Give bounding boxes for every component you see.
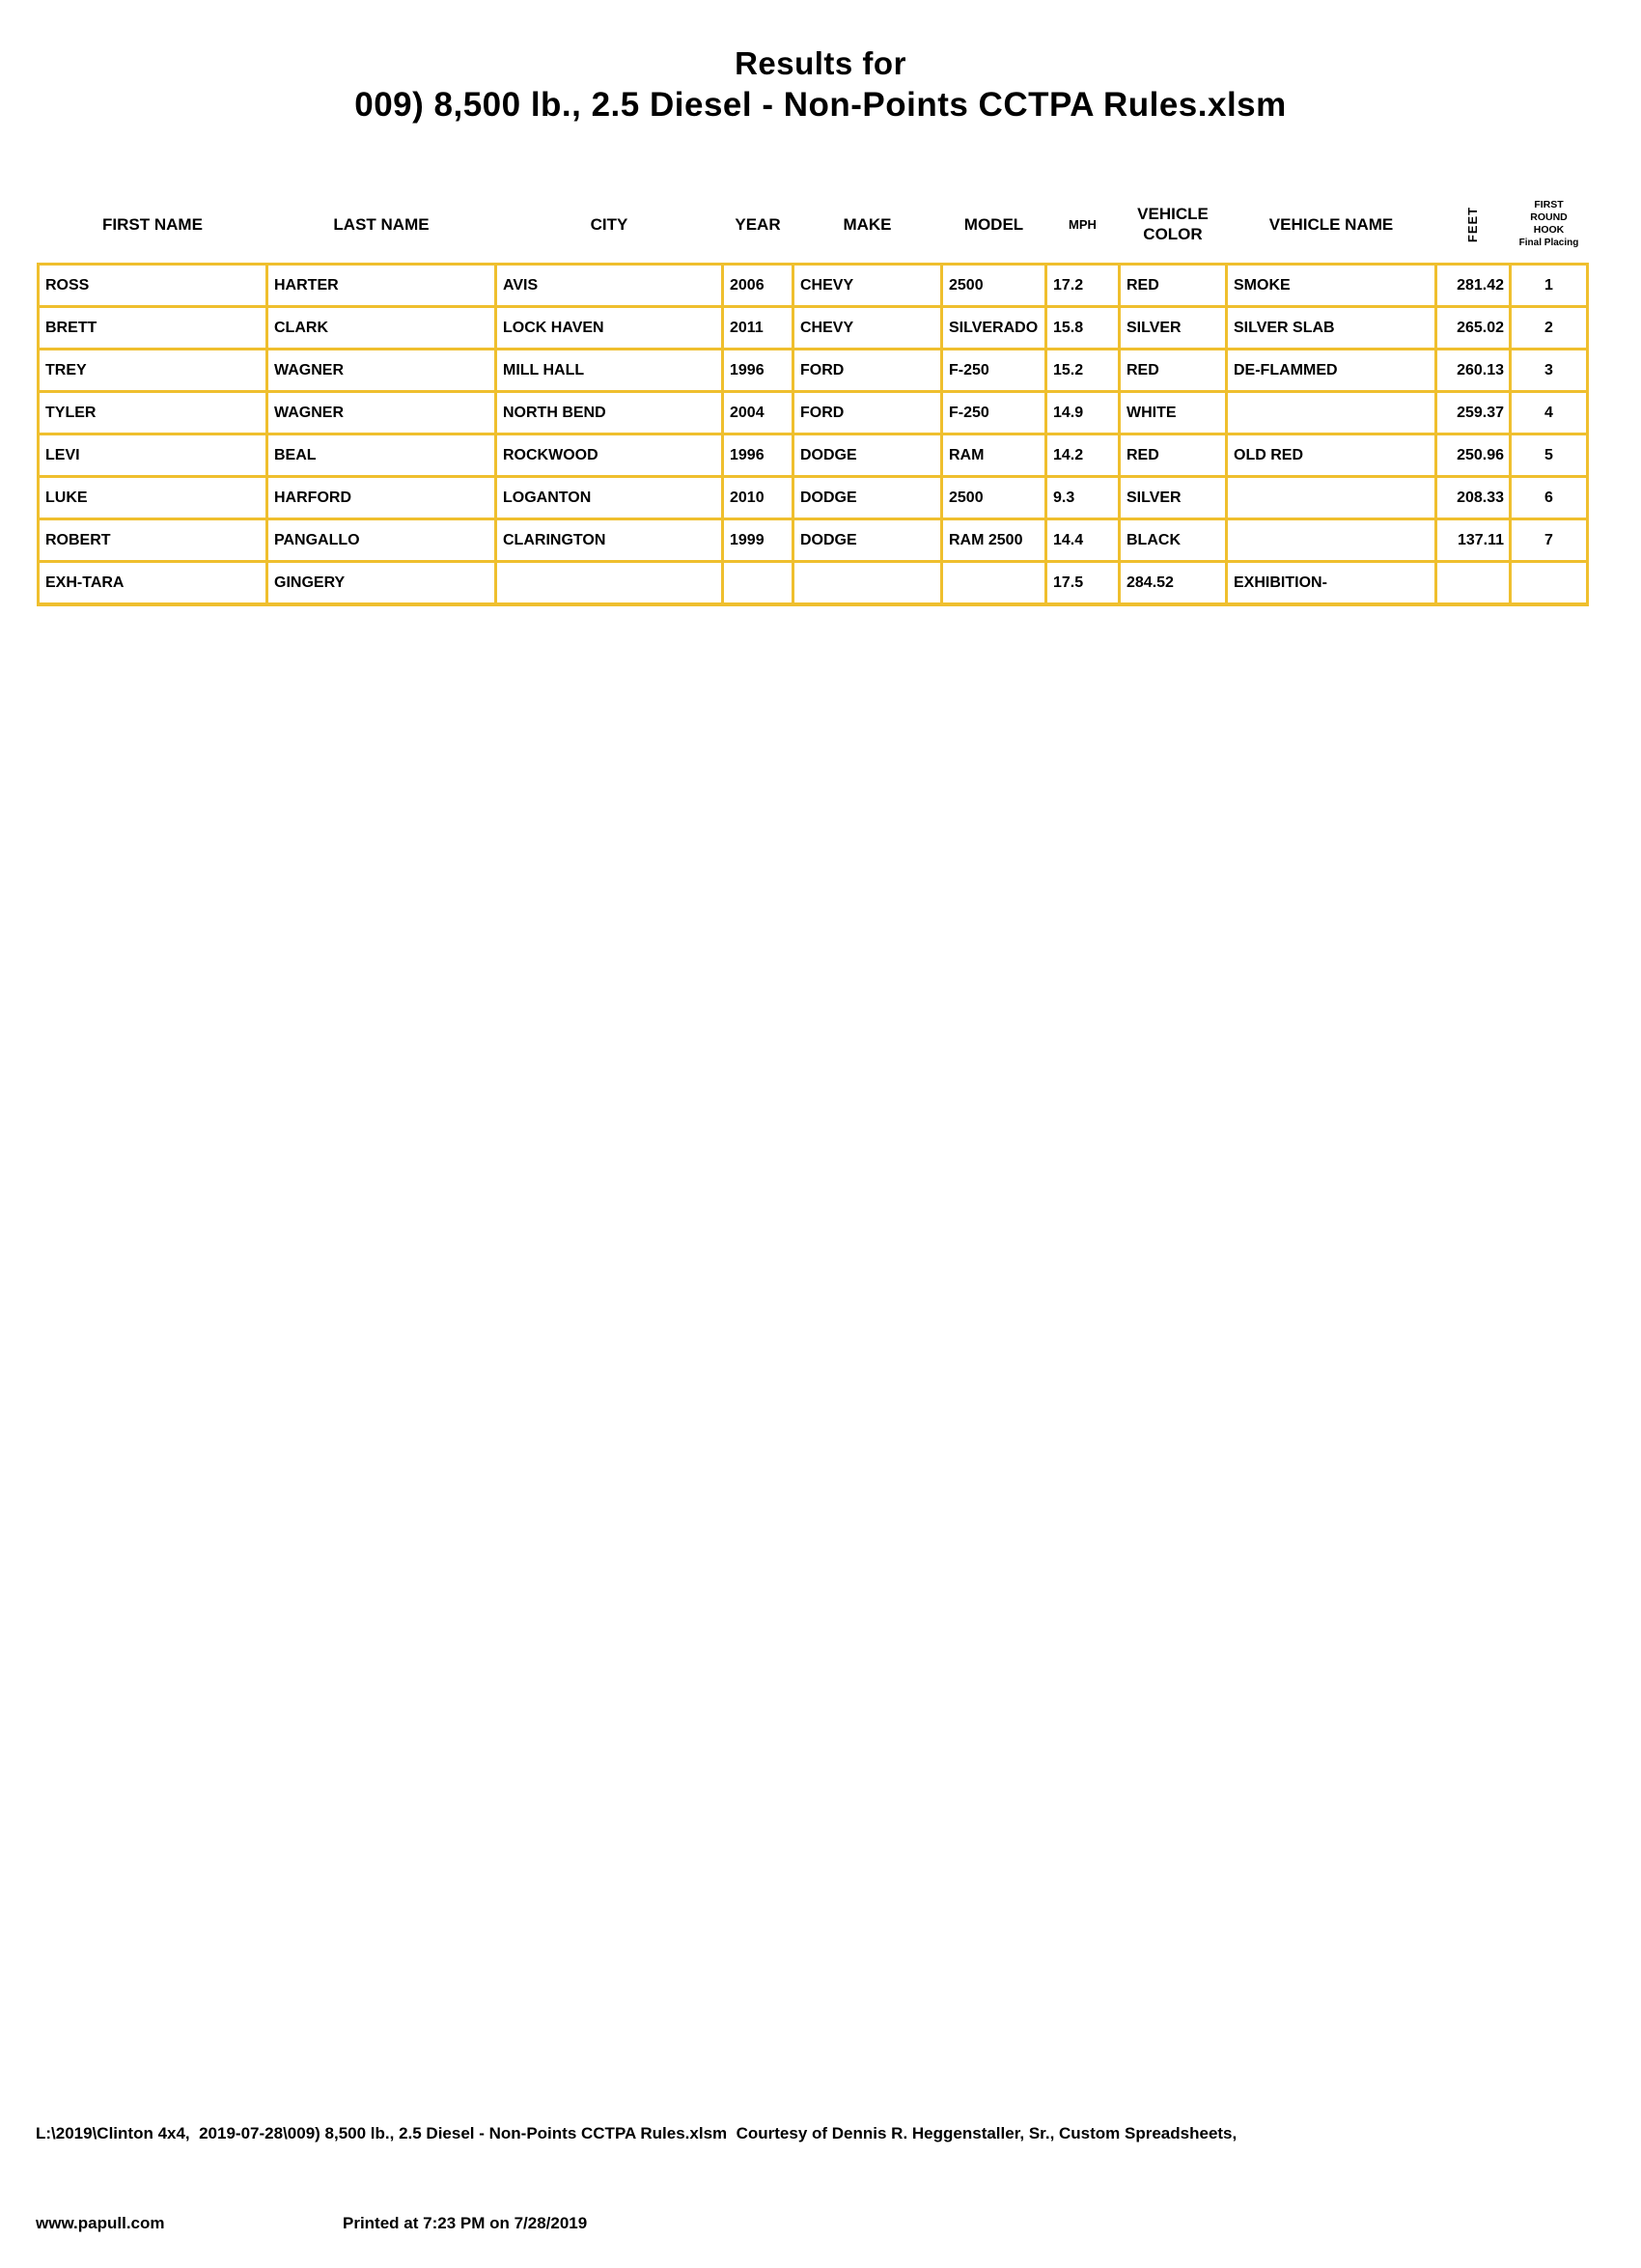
cell-mph: 14.4 [1046,519,1120,562]
cell-year: 1996 [723,350,793,392]
cell-vehicle_color: BLACK [1120,519,1227,562]
cell-city: ROCKWOOD [496,434,723,477]
cell-vehicle_color: SILVER [1120,307,1227,350]
cell-last_name: HARFORD [267,477,496,519]
cell-vehicle_color: WHITE [1120,392,1227,434]
cell-model: RAM 2500 [942,519,1046,562]
cell-vehicle_name [1227,392,1436,434]
cell-year: 2010 [723,477,793,519]
cell-vehicle_name: SMOKE [1227,265,1436,307]
cell-vehicle_name [1227,477,1436,519]
cell-last_name: WAGNER [267,350,496,392]
cell-vehicle_color: RED [1120,265,1227,307]
cell-mph: 9.3 [1046,477,1120,519]
header-vehicle-color: VEHICLE COLOR [1137,205,1209,243]
cell-first_name: ROSS [39,265,267,307]
cell-model [942,562,1046,605]
cell-city: LOGANTON [496,477,723,519]
cell-city: CLARINGTON [496,519,723,562]
cell-last_name: GINGERY [267,562,496,605]
title-block [0,44,1641,127]
cell-city: MILL HALL [496,350,723,392]
results-table [37,185,1589,606]
cell-placing: 7 [1511,519,1588,562]
cell-mph: 17.5 [1046,562,1120,605]
cell-year: 1996 [723,434,793,477]
cell-first_name: TREY [39,350,267,392]
cell-placing: 2 [1511,307,1588,350]
cell-feet: 259.37 [1436,392,1511,434]
cell-mph: 15.8 [1046,307,1120,350]
cell-model: F-250 [942,350,1046,392]
cell-mph: 14.9 [1046,392,1120,434]
table-row [39,434,1588,477]
cell-make: DODGE [793,434,942,477]
cell-city: AVIS [496,265,723,307]
cell-make: FORD [793,392,942,434]
footer-second-line [36,2208,1237,2238]
cell-model: 2500 [942,477,1046,519]
cell-make: DODGE [793,477,942,519]
cell-vehicle_name: SILVER SLAB [1227,307,1436,350]
cell-last_name: WAGNER [267,392,496,434]
cell-placing [1511,562,1588,605]
cell-model: SILVERADO [942,307,1046,350]
cell-last_name: HARTER [267,265,496,307]
cell-mph: 17.2 [1046,265,1120,307]
table-row [39,519,1588,562]
cell-vehicle_name: DE-FLAMMED [1227,350,1436,392]
cell-year [723,562,793,605]
table-row [39,307,1588,350]
header-hook-label: FIRST ROUND HOOK [1530,199,1568,236]
cell-make: DODGE [793,519,942,562]
cell-make: CHEVY [793,307,942,350]
header-final-placing-label: Final Placing [1518,238,1579,248]
cell-feet [1436,562,1511,605]
header-first-name: FIRST NAME [102,214,203,234]
header-first-round-hook [1511,185,1588,265]
header-model: MODEL [963,214,1024,234]
cell-first_name: BRETT [39,307,267,350]
cell-last_name: BEAL [267,434,496,477]
table-row [39,265,1588,307]
cell-first_name: EXH-TARA [39,562,267,605]
cell-year: 2006 [723,265,793,307]
cell-make: CHEVY [793,265,942,307]
cell-first_name: ROBERT [39,519,267,562]
header-feet-label: FEET [1465,206,1481,243]
page-subtitle: 009) 8,500 lb., 2.5 Diesel - Non-Points CCTPA Rules.xlsm [354,86,1287,124]
page-title: Results for [735,45,906,81]
cell-feet: 208.33 [1436,477,1511,519]
header-year: YEAR [735,214,781,234]
table-row [39,562,1588,605]
cell-first_name: TYLER [39,392,267,434]
cell-city: NORTH BEND [496,392,723,434]
header-mph: MPH [1069,216,1097,232]
cell-mph: 15.2 [1046,350,1120,392]
header-last-name: LAST NAME [333,214,430,234]
cell-feet: 265.02 [1436,307,1511,350]
cell-make [793,562,942,605]
cell-model: RAM [942,434,1046,477]
cell-first_name: LEVI [39,434,267,477]
cell-year: 1999 [723,519,793,562]
cell-feet: 137.11 [1436,519,1511,562]
cell-vehicle_color: RED [1120,350,1227,392]
header-feet [1436,185,1511,265]
cell-vehicle_color: RED [1120,434,1227,477]
cell-vehicle_name [1227,519,1436,562]
cell-placing: 5 [1511,434,1588,477]
cell-feet: 260.13 [1436,350,1511,392]
footer-printed-timestamp: Printed at 7:23 PM on 7/28/2019 [343,2214,588,2232]
cell-vehicle_name: OLD RED [1227,434,1436,477]
table-row [39,477,1588,519]
header-row [39,185,1588,265]
footer-website: www.papull.com [36,2214,165,2232]
cell-placing: 6 [1511,477,1588,519]
cell-last_name: PANGALLO [267,519,496,562]
cell-vehicle_name: EXHIBITION- [1227,562,1436,605]
cell-feet: 281.42 [1436,265,1511,307]
cell-placing: 3 [1511,350,1588,392]
cell-city [496,562,723,605]
cell-make: FORD [793,350,942,392]
table-row [39,392,1588,434]
cell-year: 2011 [723,307,793,350]
cell-last_name: CLARK [267,307,496,350]
cell-model: F-250 [942,392,1046,434]
cell-mph: 14.2 [1046,434,1120,477]
table-row [39,350,1588,392]
header-vehicle-name: VEHICLE NAME [1268,214,1394,234]
header-city: CITY [590,214,628,234]
cell-model: 2500 [942,265,1046,307]
cell-vehicle_color: 284.52 [1120,562,1227,605]
cell-first_name: LUKE [39,477,267,519]
cell-city: LOCK HAVEN [496,307,723,350]
cell-year: 2004 [723,392,793,434]
footer [36,2058,1237,2268]
cell-placing: 1 [1511,265,1588,307]
cell-feet: 250.96 [1436,434,1511,477]
footer-path-line: L:\2019\Clinton 4x4, 2019-07-28\009) 8,500 lb., 2.5 Diesel - Non-Points CCTPA Rules.xlsm Courtesy of Dennis R. Heggenstaller, Sr., Custom Spreadsheets, [36,2124,1238,2142]
header-make: MAKE [843,214,892,234]
cell-vehicle_color: SILVER [1120,477,1227,519]
cell-placing: 4 [1511,392,1588,434]
